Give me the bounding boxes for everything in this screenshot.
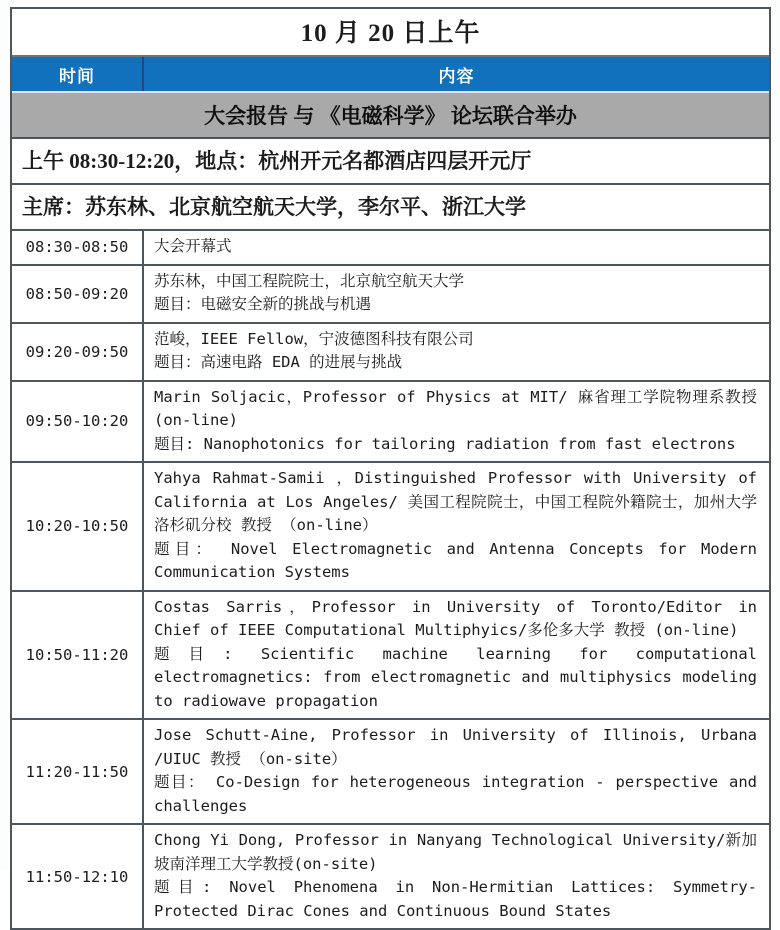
topic-line: 题目： Novel Electromagnetic and Antenna Concepts for Modern Communication Systems [154, 539, 757, 581]
schedule-table [10, 7, 771, 930]
content-column-label: 内容 [438, 66, 475, 86]
session-info-text: 上午 08:30-12:20，地点：杭州开元名都酒店四层开元厅 [22, 149, 532, 173]
speaker-line: Yahya Rahmat-Samii ，Distinguished Professor with University of California at Los Angeles/ 美国工程院院士，中国工程院外籍院士，加州大学洛杉矶分校 教授 （on-line） [154, 469, 757, 534]
time-cell: 10:20-10:50 [12, 463, 144, 590]
title-row [12, 9, 769, 55]
chairs-row [12, 183, 769, 229]
time-cell: 09:50-10:20 [12, 382, 144, 462]
speaker-line: Jose Schutt-Aine, Professor in University of Illinois, Urbana /UIUC 教授 （on-site） [154, 726, 757, 768]
speaker-line: Costas Sarris，Professor in University of Toronto/Editor in Chief of IEEE Computational Multiphyics/多伦多大学 教授 (on-line) [154, 597, 757, 639]
time-cell: 09:20-09:50 [12, 324, 144, 380]
topic-line: 题目：高速电路 EDA 的进展与挑战 [154, 353, 403, 371]
content-cell [144, 324, 769, 380]
schedule-row [12, 229, 769, 264]
time-cell: 10:50-11:20 [12, 592, 144, 719]
speaker-line: 苏东林，中国工程院院士，北京航空航天大学 [154, 271, 465, 290]
schedule-row [12, 322, 769, 380]
topic-line: 题目：电磁安全新的挑战与机遇 [154, 295, 372, 313]
content-cell [144, 463, 769, 590]
content-cell [144, 592, 769, 719]
column-header-row [12, 55, 769, 91]
banner-row [12, 91, 769, 137]
schedule-row [12, 264, 769, 322]
speaker-line: Marin Soljacic，Professor of Physics at MIT/ 麻省理工学院物理系教授(on-line) [154, 387, 757, 429]
content-cell [144, 231, 769, 264]
time-column-label: 时间 [59, 66, 95, 86]
content-cell [144, 382, 769, 462]
topic-line: 题目: Scientific machine learning for computational electromagnetics: from electromagnetic and multiphysics modeling to radiowave propagation [154, 644, 757, 710]
content-cell [144, 266, 769, 322]
banner-text: 大会报告 与 《电磁科学》 论坛联合举办 [204, 104, 577, 128]
column-header-time [12, 57, 144, 91]
topic-line: 题目： Co-Design for heterogeneous integration - perspective and challenges [154, 773, 757, 815]
content-cell [144, 720, 769, 823]
topic-line: 题目: Nanophotonics for tailoring radiation from fast electrons [154, 434, 736, 453]
time-cell: 08:30-08:50 [12, 231, 144, 264]
topic-line: 题目: Novel Phenomena in Non-Hermitian Lattices: Symmetry-Protected Dirac Cones and Continuous Bound States [154, 878, 757, 920]
content-cell [144, 825, 769, 928]
schedule-row [12, 590, 769, 719]
event-line: 大会开幕式 [154, 237, 232, 255]
time-cell: 08:50-09:20 [12, 266, 144, 322]
schedule-row [12, 718, 769, 823]
time-cell: 11:50-12:10 [12, 825, 144, 928]
page-title: 10 月 20 日上午 [300, 20, 481, 47]
schedule-row [12, 461, 769, 590]
schedule-row [12, 380, 769, 462]
time-cell: 11:20-11:50 [12, 720, 144, 823]
speaker-line: Chong Yi Dong, Professor in Nanyang Technological University/新加坡南洋理工大学教授(on-site) [154, 831, 757, 873]
session-info-row [12, 137, 769, 183]
chairs-text: 主席：苏东林、北京航空航天大学，李尔平、浙江大学 [22, 195, 526, 219]
column-header-content [144, 57, 769, 91]
schedule-row [12, 823, 769, 928]
speaker-line: 范峻，IEEE Fellow，宁波德图科技有限公司 [154, 329, 474, 348]
